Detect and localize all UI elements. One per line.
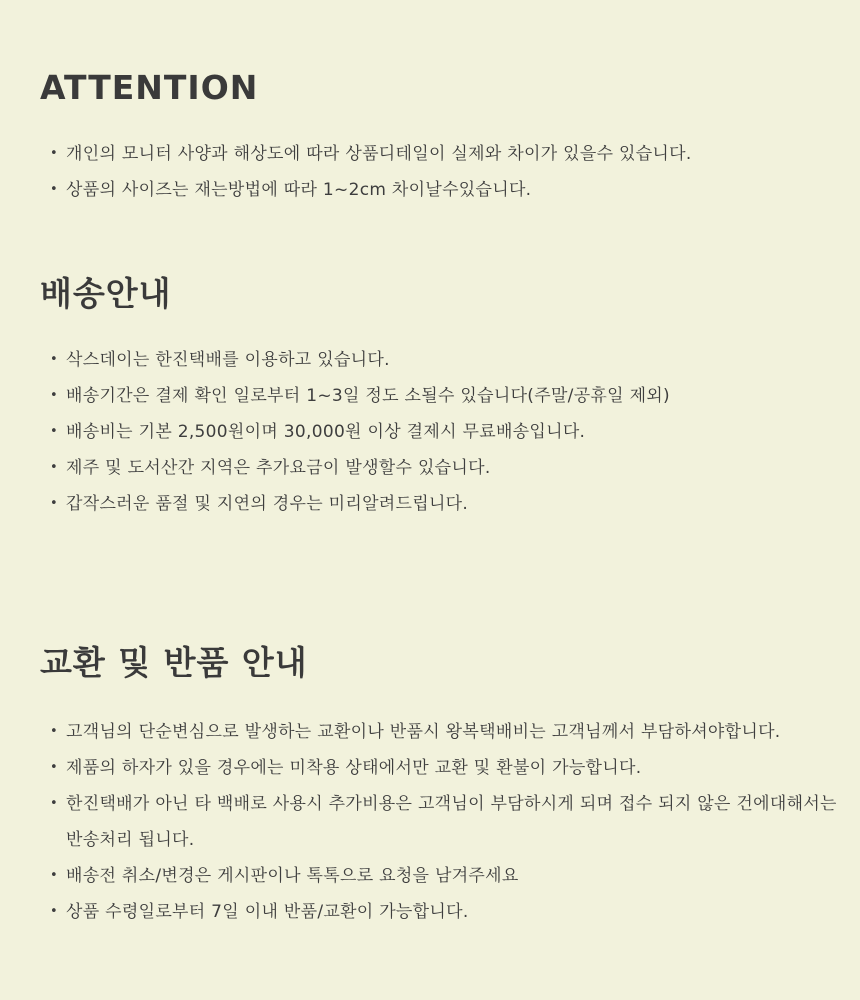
notice-text: 고객님의 단순변심으로 발생하는 교환이나 반품시 왕복택배비는 고객님께서 부담하셔야합니다.	[66, 722, 781, 742]
bullet-icon: •	[50, 460, 58, 475]
notice-text: 배송전 취소/변경은 게시판이나 톡톡으로 요청을 남겨주세요	[66, 866, 519, 886]
attention-list	[40, 136, 838, 208]
exchange-list	[40, 714, 838, 930]
notice-text: 배송비는 기본 2,500원이며 30,000원 이상 결제시 무료배송입니다.	[66, 422, 586, 442]
bullet-icon: •	[50, 496, 58, 511]
bullet-icon: •	[50, 904, 58, 919]
section-exchange-title: 교환 및 반품 안내	[40, 643, 308, 682]
bullet-icon: •	[50, 796, 58, 811]
bullet-icon: •	[50, 868, 58, 883]
list-item	[40, 342, 838, 378]
section-attention	[40, 0, 838, 208]
notice-text: 배송기간은 결제 확인 일로부터 1~3일 정도 소될수 있습니다(주말/공휴일 제외)	[66, 386, 670, 406]
notice-text: 개인의 모니터 사양과 해상도에 따라 상품디테일이 실제와 차이가 있을수 있습니다.	[66, 144, 692, 164]
bullet-icon: •	[50, 388, 58, 403]
notice-text: 상품 수령일로부터 7일 이내 반품/교환이 가능합니다.	[66, 902, 469, 922]
list-item	[40, 136, 838, 172]
list-item	[40, 486, 838, 522]
shipping-list	[40, 342, 838, 522]
bullet-icon: •	[50, 352, 58, 367]
list-item	[40, 894, 838, 930]
notice-text: 한진택배가 아닌 타 백배로 사용시 추가비용은 고객님이 부담하시게 되며 접수 되지 않은 건에대해서는 반송처리 됩니다.	[66, 794, 837, 850]
list-item	[40, 714, 838, 750]
notice-text: 제주 및 도서산간 지역은 추가요금이 발생할수 있습니다.	[66, 458, 491, 478]
bullet-icon: •	[50, 760, 58, 775]
list-item	[40, 378, 838, 414]
section-exchange	[40, 522, 838, 930]
notice-text: 갑작스러운 품절 및 지연의 경우는 미리알려드립니다.	[66, 494, 469, 514]
notice-text: 상품의 사이즈는 재는방법에 따라 1~2cm 차이날수있습니다.	[66, 180, 532, 200]
list-item	[40, 414, 838, 450]
bullet-icon: •	[50, 182, 58, 197]
list-item	[40, 172, 838, 208]
section-attention-title: ATTENTION	[40, 68, 259, 107]
list-item	[40, 786, 838, 858]
section-shipping	[40, 208, 838, 522]
bullet-icon: •	[50, 146, 58, 161]
list-item	[40, 858, 838, 894]
section-shipping-title: 배송안내	[40, 274, 172, 313]
bullet-icon: •	[50, 724, 58, 739]
bullet-icon: •	[50, 424, 58, 439]
list-item	[40, 450, 838, 486]
list-item	[40, 750, 838, 786]
notice-text: 제품의 하자가 있을 경우에는 미착용 상태에서만 교환 및 환불이 가능합니다.	[66, 758, 642, 778]
notice-text: 삭스데이는 한진택배를 이용하고 있습니다.	[66, 350, 390, 370]
